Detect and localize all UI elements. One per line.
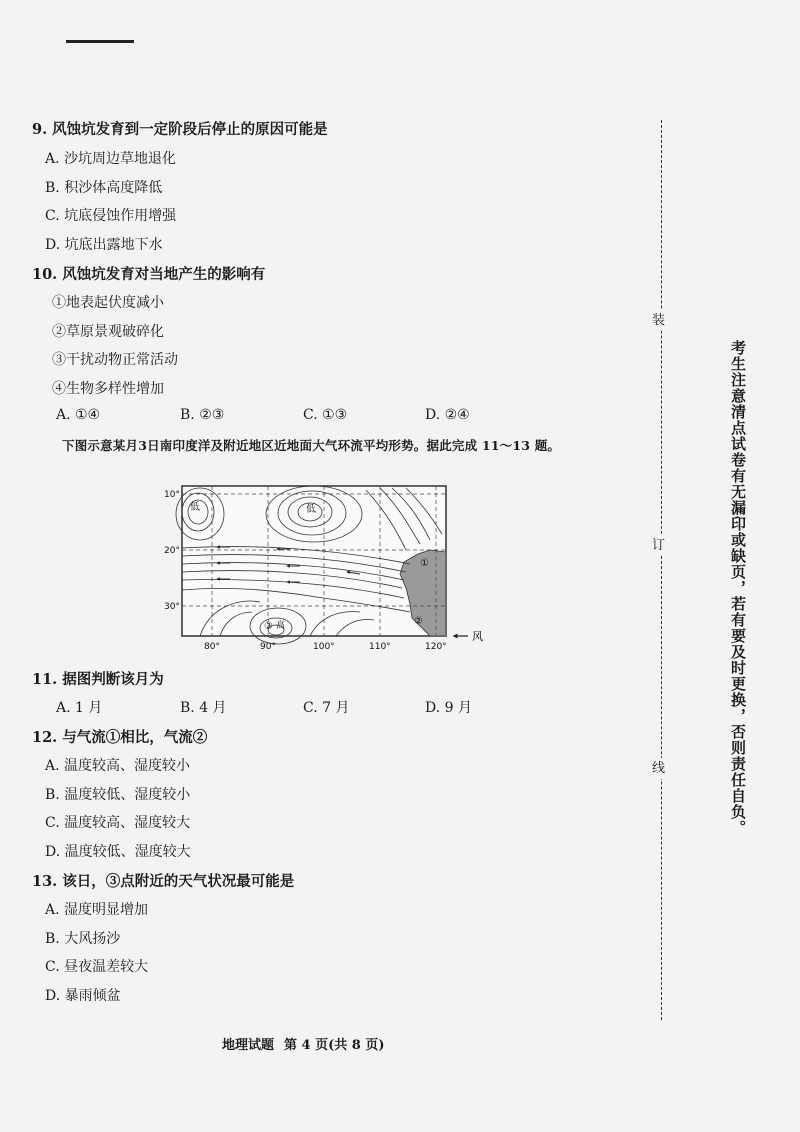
q10-stem: 10. 风蚀坑发育对当地产生的影响有 — [32, 266, 266, 283]
lat-label-10: 10° — [164, 490, 180, 500]
q13-option-d: D. 暴雨倾盆 — [45, 988, 121, 1004]
lat-label-30: 30° — [164, 602, 180, 612]
q9-option-c: C. 坑底侵蚀作用增强 — [45, 208, 177, 224]
lat-label-20: 20° — [164, 546, 180, 556]
wind-legend-label: 风 — [472, 630, 483, 643]
map-intro: 下图示意某月3日南印度洋及附近地区近地面大气环流平均形势。据此完成 11～13 题。 — [62, 438, 561, 453]
q11-option-b: B. 4 月 — [180, 700, 227, 716]
q9-option-b: B. 积沙体高度降低 — [45, 180, 163, 196]
binding-label-xian: 线 — [652, 758, 665, 779]
q13-option-b: B. 大风扬沙 — [45, 931, 121, 947]
q13-option-c: C. 昼夜温差较大 — [45, 959, 149, 975]
q10-item-1: ①地表起伏度减小 — [52, 295, 164, 311]
candidate-notice: 考生注意清点试卷有无漏印或缺页，若有要及时更换，否则责任自负。 — [729, 340, 747, 836]
point-3-label: ③ — [264, 621, 273, 632]
q11-stem: 11. 据图判断该月为 — [32, 671, 164, 688]
binding-label-ding: 订 — [652, 535, 665, 556]
q9-option-d: D. 坑底出露地下水 — [45, 237, 163, 253]
binding-label-zhuang: 装 — [652, 310, 665, 331]
west-low-label: 低 — [190, 502, 200, 513]
q11-option-d: D. 9 月 — [425, 700, 472, 716]
q10-option-a: A. ①④ — [56, 407, 101, 423]
q11-option-a: A. 1 月 — [56, 700, 103, 716]
q10-option-b: B. ②③ — [180, 407, 225, 423]
page-footer — [222, 1034, 395, 1053]
q9-option-a: A. 沙坑周边草地退化 — [45, 151, 177, 167]
footer-subject: 地理试题 — [222, 1038, 275, 1053]
q13-option-a: A. 湿度明显增加 — [45, 902, 149, 918]
q10-option-c: C. ①③ — [303, 407, 348, 423]
q10-option-d: D. ②④ — [425, 407, 470, 423]
high-label: 高 — [276, 621, 286, 631]
q10-item-4: ④生物多样性增加 — [52, 381, 164, 397]
q11-option-c: C. 7 月 — [303, 700, 350, 716]
point-1-label: ① — [420, 558, 429, 569]
q12-option-c: C. 温度较高、湿度较大 — [45, 815, 191, 831]
central-low-label: 低 — [306, 504, 316, 515]
q12-option-d: D. 温度较低、湿度较大 — [45, 844, 191, 860]
lon-label-110: 110° — [369, 642, 391, 652]
q12-stem: 12. 与气流①相比，气流② — [32, 729, 208, 746]
q9-stem: 9. 风蚀坑发育到一定阶段后停止的原因可能是 — [32, 121, 328, 138]
binding-dashed-line — [661, 120, 662, 1020]
circulation-map — [160, 478, 460, 653]
footer-page-number: 第 4 页(共 8 页) — [284, 1038, 385, 1053]
point-2-label: ② — [414, 616, 423, 627]
lon-label-80: 80° — [204, 642, 220, 652]
wind-legend — [452, 626, 492, 646]
q12-option-b: B. 温度较低、湿度较小 — [45, 787, 191, 803]
q12-option-a: A. 温度较高、湿度较小 — [45, 758, 191, 774]
q10-item-2: ②草原景观破碎化 — [52, 324, 164, 340]
q13-stem: 13. 该日，③点附近的天气状况最可能是 — [32, 873, 295, 890]
lon-label-120: 120° — [425, 642, 447, 652]
lon-label-100: 100° — [313, 642, 335, 652]
q10-item-3: ③干扰动物正常活动 — [52, 352, 178, 368]
top-rule — [66, 40, 134, 43]
lon-label-90: 90° — [260, 642, 276, 652]
